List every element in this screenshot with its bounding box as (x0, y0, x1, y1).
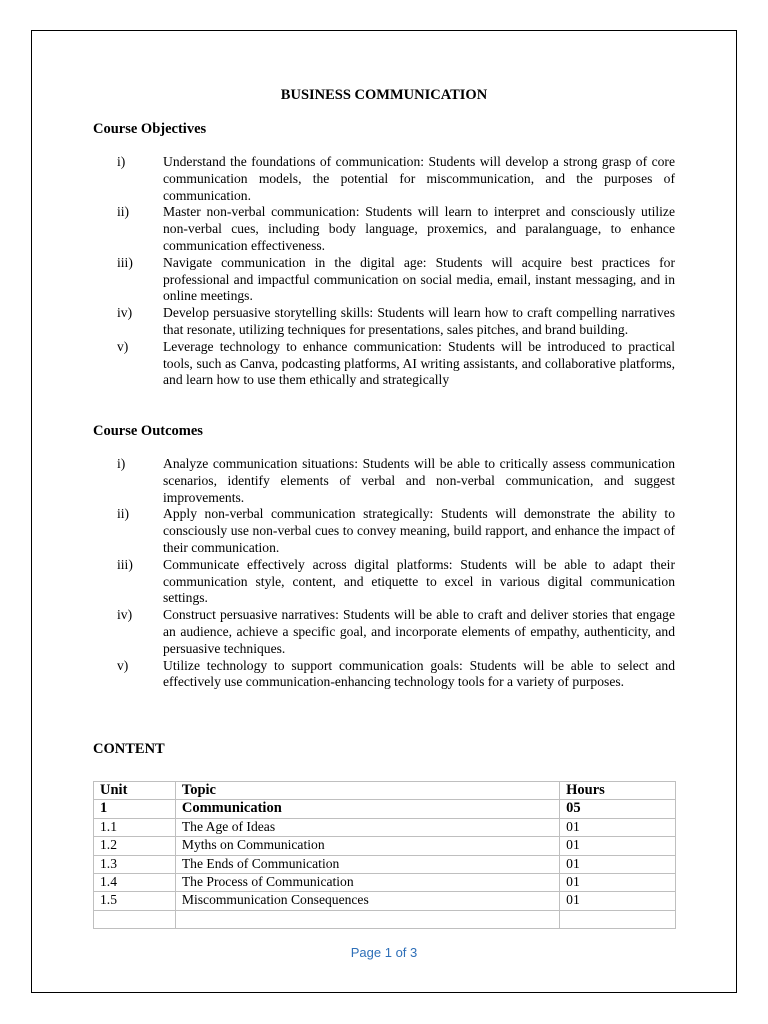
objective-text: Master non-verbal communication: Students will learn to interpret and consciously utilize non-verbal cues, including body language, proxemics, and paralanguage, to enhance communication effectiveness. (163, 204, 675, 253)
objective-item (93, 255, 675, 305)
objectives-list (93, 154, 675, 389)
topic-cell: The Ends of Communication (175, 855, 559, 873)
content-table (93, 781, 676, 929)
table-row (94, 855, 676, 873)
hours-cell: 01 (560, 873, 676, 891)
outcome-number: iii) (117, 556, 133, 572)
topic-cell: Communication (175, 800, 559, 818)
table-row (94, 873, 676, 891)
unit-cell: 1.4 (94, 873, 176, 891)
objectives-heading: Course Objectives (93, 121, 207, 137)
outcome-text: Communicate effectively across digital platforms: Students will be able to adapt their communication style, content, and etiquette to excel in various digital communication settings. (163, 556, 675, 606)
hours-cell: 01 (560, 818, 676, 836)
table-row (94, 818, 676, 836)
hours-cell: 01 (560, 855, 676, 873)
topic-cell (175, 910, 559, 928)
unit-cell: 1.1 (94, 818, 176, 836)
table-row (94, 892, 676, 910)
outcome-item (93, 658, 675, 692)
table-row (94, 800, 676, 818)
objective-number: iv) (117, 305, 133, 321)
objective-text: Leverage technology to enhance communication: Students will be introduced to practical tools, such as Canva, podcasting platforms, AI writing assistants, and collaborative platforms, and learn how to use them ethically and strategically (163, 338, 675, 388)
unit-cell: 1.5 (94, 892, 176, 910)
outcomes-heading: Course Outcomes (93, 423, 203, 439)
table-row (94, 837, 676, 855)
objective-item (93, 154, 675, 204)
objective-number: iii) (117, 254, 133, 270)
unit-cell (94, 910, 176, 928)
outcome-number: v) (117, 657, 129, 673)
objective-number: v) (117, 338, 129, 354)
topic-cell: The Age of Ideas (175, 818, 559, 836)
outcome-text: Apply non-verbal communication strategically: Students will demonstrate the ability to consciously use non-verbal cues to convey meaning, build rapport, and enhance the impact of their communication. (163, 506, 675, 555)
objective-item (93, 339, 675, 389)
objective-number: i) (117, 154, 126, 169)
outcome-item (93, 456, 675, 506)
outcome-number: i) (117, 456, 126, 471)
outcome-text: Construct persuasive narratives: Students will be able to craft and deliver stories that engage an audience, achieve a specific goal, and incorporate elements of empathy, authenticity, and persuasive techniques. (163, 607, 675, 656)
hours-cell (560, 910, 676, 928)
objective-item (93, 204, 675, 254)
objective-item (93, 305, 675, 339)
table-header-row (94, 782, 676, 800)
table-row-empty (94, 910, 676, 928)
hours-cell: 05 (560, 800, 676, 818)
outcome-item (93, 506, 675, 556)
topic-cell: Miscommunication Consequences (175, 892, 559, 910)
topic-cell: The Process of Communication (175, 873, 559, 891)
outcome-number: iv) (117, 607, 133, 623)
topic-cell: Myths on Communication (175, 837, 559, 855)
outcome-text: Utilize technology to support communication goals: Students will be able to select and effectively use communication-enhancing technology tools for a variety of purposes. (163, 657, 675, 690)
outcome-item (93, 557, 675, 607)
column-header-topic: Topic (175, 782, 559, 800)
objective-number: ii) (117, 204, 130, 220)
outcome-text: Analyze communication situations: Students will be able to critically assess communication scenarios, identify elements of verbal and non-verbal communication, and suggest improvements. (163, 456, 675, 505)
unit-cell: 1 (94, 800, 176, 818)
objective-text: Navigate communication in the digital age: Students will acquire best practices for professional and impactful communication on social media, email, instant messaging, and in online meetings. (163, 254, 675, 304)
outcome-item (93, 607, 675, 657)
objective-text: Understand the foundations of communication: Students will develop a strong grasp of core communication models, the potential for miscommunication, and the purposes of communication. (163, 154, 675, 203)
objective-text: Develop persuasive storytelling skills: Students will learn how to craft compelling narratives that resonate, utilizing techniques for presentations, sales pitches, and brand building. (163, 305, 675, 337)
column-header-unit: Unit (94, 782, 176, 800)
document-title: BUSINESS COMMUNICATION (280, 87, 488, 103)
hours-cell: 01 (560, 837, 676, 855)
unit-cell: 1.3 (94, 855, 176, 873)
column-header-hours: Hours (560, 782, 676, 800)
outcome-number: ii) (117, 506, 130, 522)
hours-cell: 01 (560, 892, 676, 910)
outcomes-list (93, 456, 675, 691)
unit-cell: 1.2 (94, 837, 176, 855)
content-heading: CONTENT (93, 741, 165, 757)
page-number-footer: Page 1 of 3 (350, 945, 418, 960)
